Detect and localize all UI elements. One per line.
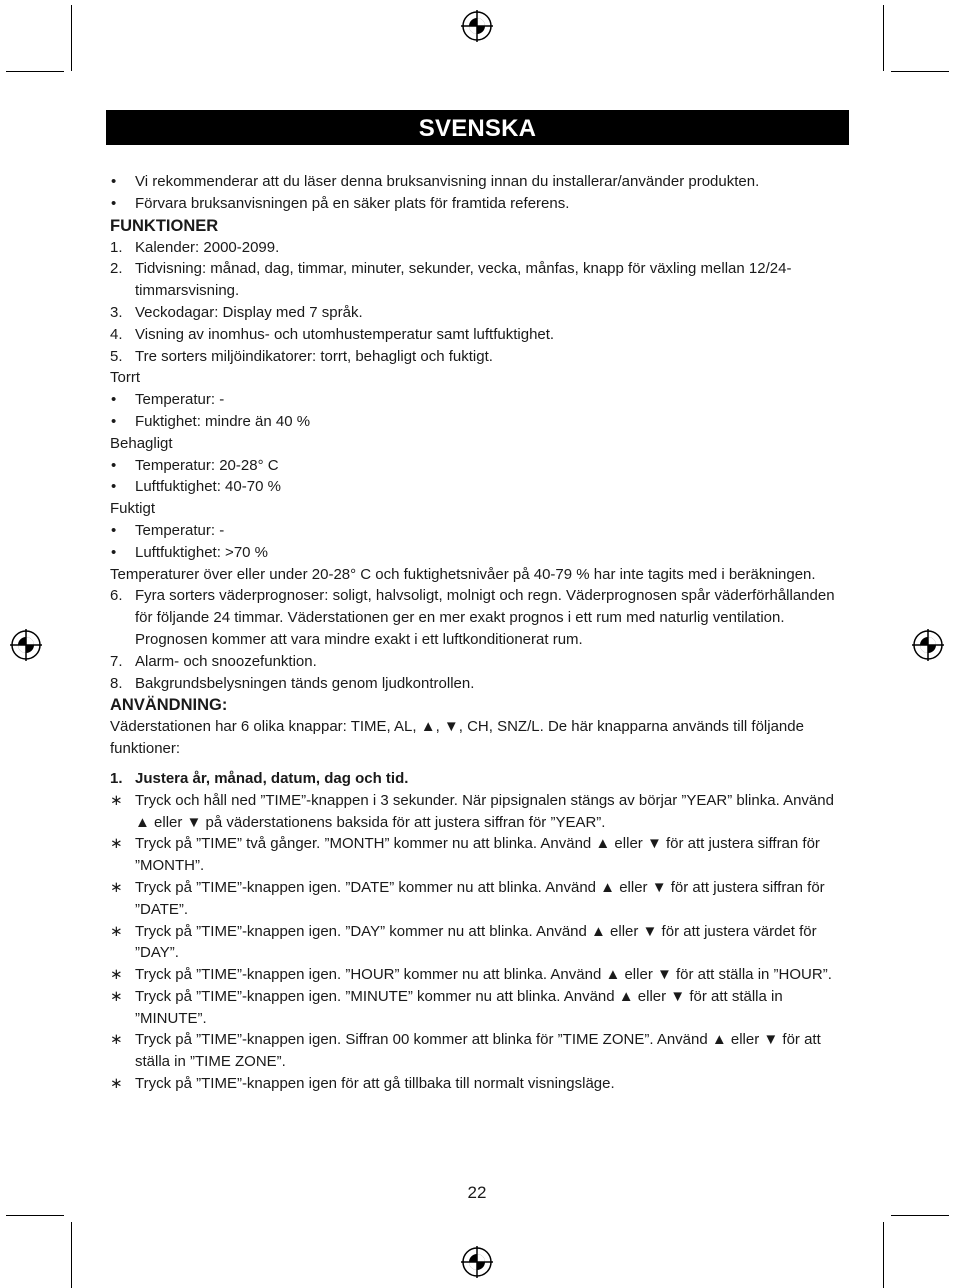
crop-mark <box>891 71 949 72</box>
indicator-label: Fuktigt <box>110 500 156 518</box>
indicator-label: Torrt <box>110 369 140 387</box>
instruction-text: Tryck på ”TIME”-knappen igen. ”HOUR” kommer nu att blinka. Använd ▲ eller ▼ för att ställa in ”HOUR”. <box>135 966 832 984</box>
bullet-icon: • <box>111 173 117 190</box>
indicator-bullet <box>110 542 840 564</box>
item-number: 1. <box>110 238 123 256</box>
crop-mark <box>6 71 64 72</box>
intro-bullet <box>110 193 840 215</box>
feature-item <box>110 237 840 259</box>
bullet-icon: • <box>111 412 117 430</box>
page-number: 22 <box>467 1183 487 1202</box>
item-number: 3. <box>110 303 123 321</box>
crop-mark <box>883 5 884 71</box>
bullet-icon: • <box>111 456 117 474</box>
instruction-text: Tryck på ”TIME”-knappen igen. ”DAY” kommer nu att blinka. Använd ▲ eller ▼ för att justera värdet för ”DAY”. <box>135 922 817 962</box>
intro-text: Vi rekommenderar att du läser denna bruksanvisning innan du installerar/använder produkten. <box>135 173 760 190</box>
indicator-text: Temperatur: 20-28° C <box>135 456 279 474</box>
item-text: Bakgrundsbelysningen tänds genom ljudkontrollen. <box>135 674 475 692</box>
feature-item <box>110 258 840 302</box>
registration-mark-icon <box>912 629 944 661</box>
asterisk-icon: ∗ <box>110 835 123 853</box>
indicator-text: Luftfuktighet: 40-70 % <box>135 478 281 496</box>
item-text: Fyra sorters väderprognoser: soligt, halvsoligt, molnigt och regn. Väderprognosen spår väderförhållanden för följande 24 timmar. Väderstationen ger en mer exakt prognos i ett rum med naturlig ventilation. Prognosen kommer att vara mindre exakt i ett luftkonditionerat rum. <box>135 587 835 648</box>
instruction-text: Tryck på ”TIME”-knappen igen. Siffran 00 kommer att blinka för ”TIME ZONE”. Använd ▲ eller ▼ för att ställa in ”TIME ZONE”. <box>135 1031 821 1071</box>
step-instruction <box>110 921 840 965</box>
step-instruction <box>110 1073 840 1095</box>
intro-bullet <box>110 171 840 193</box>
anvandning-heading: ANVÄNDNING: <box>110 696 228 715</box>
feature-item <box>110 302 840 324</box>
instruction-text: Tryck på ”TIME”-knappen igen. ”DATE” kommer nu att blinka. Använd ▲ eller ▼ för att justera siffran för ”DATE”. <box>135 878 825 918</box>
step-instruction <box>110 1029 840 1073</box>
item-number: 5. <box>110 347 123 365</box>
step-instruction <box>110 964 840 986</box>
crop-mark <box>71 1222 72 1288</box>
step-title: Justera år, månad, datum, dag och tid. <box>135 769 409 787</box>
indicator-label: Behagligt <box>110 434 173 452</box>
crop-mark <box>891 1215 949 1216</box>
instruction-text: Tryck på ”TIME” två gånger. ”MONTH” kommer nu att blinka. Använd ▲ eller ▼ för att justera siffran för ”MONTH”. <box>135 835 820 875</box>
indicator-bullet <box>110 389 840 411</box>
bullet-icon: • <box>111 521 117 539</box>
item-text: Visning av inomhus- och utomhustemperatur samt luftfuktighet. <box>135 325 555 343</box>
section-title-banner: SVENSKA <box>106 110 849 145</box>
step-instruction <box>110 790 840 834</box>
item-number: 8. <box>110 674 123 692</box>
item-text: Veckodagar: Display med 7 språk. <box>135 303 363 321</box>
step-instruction <box>110 877 840 921</box>
document-body <box>110 171 840 1095</box>
indicator-bullet <box>110 455 840 477</box>
step-number: 1. <box>110 769 123 787</box>
indicator-bullet <box>110 476 840 498</box>
feature-item <box>110 585 840 650</box>
asterisk-icon: ∗ <box>110 1031 123 1049</box>
feature-item <box>110 324 840 346</box>
crop-mark <box>6 1215 64 1216</box>
bullet-icon: • <box>111 391 117 409</box>
feature-item <box>110 651 840 673</box>
registration-mark-icon <box>461 1246 493 1278</box>
crop-mark <box>71 5 72 71</box>
indicator-text: Fuktighet: mindre än 40 % <box>135 412 311 430</box>
asterisk-icon: ∗ <box>110 966 123 984</box>
item-text: Tre sorters miljöindikatorer: torrt, behagligt och fuktigt. <box>135 347 493 365</box>
asterisk-icon: ∗ <box>110 922 123 940</box>
feature-item <box>110 346 840 368</box>
indicator-text: Temperatur: - <box>135 391 225 409</box>
registration-mark-icon <box>461 10 493 42</box>
indicator-bullet <box>110 411 840 433</box>
step-instruction <box>110 833 840 877</box>
item-text: Alarm- och snoozefunktion. <box>135 652 317 670</box>
instruction-text: Tryck och håll ned ”TIME”-knappen i 3 sekunder. När pipsignalen stängs av börjar ”YEAR” blinka. Använd ▲ eller ▼ på väderstationens baksida för att justera siffran för ”YEAR”. <box>135 791 834 831</box>
item-number: 6. <box>110 587 123 605</box>
indicator-text: Temperatur: - <box>135 521 225 539</box>
item-text: Tidvisning: månad, dag, timmar, minuter, sekunder, vecka, månfas, knapp för växling mellan 12/24-timmarsvisning. <box>135 260 792 300</box>
instruction-text: Tryck på ”TIME”-knappen igen för att gå tillbaka till normalt visningsläge. <box>135 1075 615 1093</box>
item-text: Kalender: 2000-2099. <box>135 238 280 256</box>
intro-text: Förvara bruksanvisningen på en säker plats för framtida referens. <box>135 194 570 212</box>
step-instruction <box>110 986 840 1030</box>
item-number: 2. <box>110 260 123 278</box>
registration-mark-icon <box>10 629 42 661</box>
instruction-text: Tryck på ”TIME”-knappen igen. ”MINUTE” kommer nu att blinka. Använd ▲ eller ▼ för att ställa in ”MINUTE”. <box>135 987 783 1027</box>
asterisk-icon: ∗ <box>110 791 123 809</box>
indicator-bullet <box>110 520 840 542</box>
indicator-text: Luftfuktighet: >70 % <box>135 543 269 561</box>
asterisk-icon: ∗ <box>110 987 123 1005</box>
item-number: 4. <box>110 325 123 343</box>
asterisk-icon: ∗ <box>110 1075 123 1093</box>
bullet-icon: • <box>111 478 117 496</box>
bullet-icon: • <box>111 194 117 212</box>
funktioner-heading: FUNKTIONER <box>110 216 219 235</box>
anvandning-intro: Väderstationen har 6 olika knappar: TIME, AL, ▲, ▼, CH, SNZ/L. De här knapparna används till följande funktioner: <box>110 718 804 758</box>
crop-mark <box>883 1222 884 1288</box>
bullet-icon: • <box>111 543 117 561</box>
item-number: 7. <box>110 652 123 670</box>
step-heading <box>110 768 840 790</box>
asterisk-icon: ∗ <box>110 878 123 896</box>
feature-item <box>110 673 840 695</box>
indicator-note: Temperaturer över eller under 20-28° C och fuktighetsnivåer på 40-79 % har inte tagits med i beräkningen. <box>110 565 816 583</box>
